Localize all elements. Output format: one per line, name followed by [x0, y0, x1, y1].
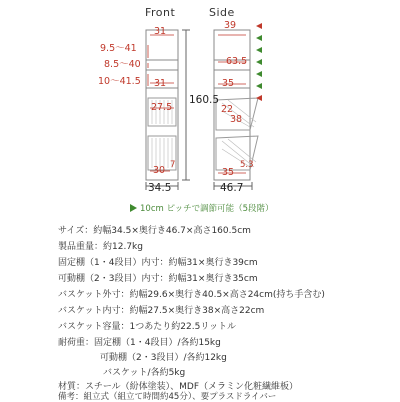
spec-load-movable: 可動棚（2・3段目）/各約12kg [100, 353, 227, 363]
front-top-width: 31 [154, 26, 167, 37]
spec-weight: 製品重量：約12.7kg [58, 242, 143, 252]
spec-fixed-shelf: 固定棚（1・4段目）内寸：約幅31×奥行き39cm [58, 258, 258, 268]
pitch-note: 10cm ピッチで調節可能（5段階） [140, 204, 274, 214]
spec-material: 材質：スチール（紛体塗装）、MDF（メラミン化粧繊維板） [58, 382, 299, 392]
front-basket-width: 27.5 [151, 102, 173, 113]
side-basket-depth-a: 22 [221, 104, 234, 115]
pitch-note-icon [130, 204, 137, 212]
spec-basket-capacity: バスケット容量：1つあたり約22.5リットル [58, 322, 236, 332]
side-bottom-small: 5.3 [240, 160, 254, 170]
spec-notes: 備考：組立式（組立て時間約45分）、要プラスドライバー [58, 392, 277, 402]
side-top-width: 39 [224, 20, 237, 31]
front-dim-3: 10～41.5 [98, 76, 141, 87]
front-total-width: 34.5 [148, 182, 172, 194]
spec-size: サイズ：約幅34.5×奥行き46.7×高さ160.5cm [58, 226, 251, 236]
spec-basket-outer: バスケット外寸：約幅29.6×奥行き40.5×高さ24cm(持ち手含む) [58, 290, 325, 300]
front-dim-1: 9.5～41 [100, 43, 137, 54]
front-shelf-width: 31 [154, 78, 167, 89]
side-bottom-width: 35 [222, 167, 235, 178]
adjustable-markers [256, 35, 262, 89]
front-bottom-width: 30 [153, 165, 166, 176]
spec-movable-shelf: 可動棚（2・3段目）内寸：約幅31×奥行き35cm [58, 274, 258, 284]
front-dim-2: 8.5～40 [104, 59, 141, 70]
side-total-width: 46.7 [220, 182, 244, 194]
spec-load-fixed: 耐荷重：固定棚（1・4段目）/各約15kg [58, 338, 221, 348]
side-mid-width: 63.5 [226, 56, 248, 67]
spec-basket-inner: バスケット内寸：約幅27.5×奥行き38×高さ22cm [58, 306, 265, 316]
side-view-label: Side [209, 6, 235, 19]
spec-load-basket: バスケット/各約5kg [103, 368, 186, 378]
side-shelf-width: 35 [222, 78, 235, 89]
total-height: 160.5 [189, 94, 220, 106]
front-bottom-tiny: 7 [170, 160, 176, 170]
front-view-label: Front [145, 6, 176, 19]
side-basket-depth-b: 38 [230, 114, 243, 125]
